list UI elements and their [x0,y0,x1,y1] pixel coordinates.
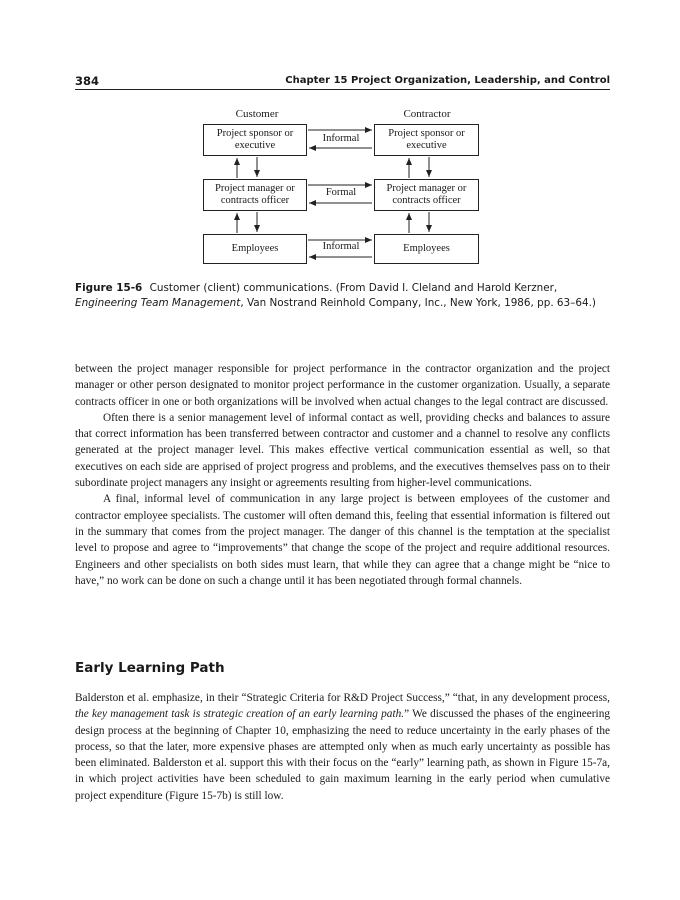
diagram-arrows [0,0,680,270]
formal-label: Formal [325,187,357,198]
chapter-title: Chapter 15 Project Organization, Leadership, and Control [285,75,610,86]
informal-top-label: Informal [322,133,360,144]
caption-publisher: , Van Nostrand Reinhold Company, Inc., New York, 1986, pp. 63–64.) [240,296,596,309]
contractor-sponsor-text: Project sponsor or executive [388,128,465,151]
paragraph-4 [75,690,610,804]
customer-column-label: Customer [235,108,279,120]
figure-caption [75,281,610,310]
customer-employees-text: Employees [231,243,279,254]
paragraph-4-end: ” We discussed the phases of the engineering design process at the beginning of Chapter 10, emphasizing the need to reduce uncertainty in the early phases of the process, so that the later, more expensive phases are attempted only when as much early uncertainty as possible has been eliminated. Balderston et al. support this with their focus on the “early” learning path, as shown in Figure 15-7a, in which project activities have been scheduled to gain maximum learning in the early period when cumulative project expenditure (Figure 15-7b) is still low. [75,708,610,802]
communications-diagram [0,0,680,270]
contractor-manager-text: Project manager or contracts officer [386,183,467,206]
caption-label: Figure 15-6 [75,282,143,294]
paragraph-4-italic: the key management task is strategic creation of an early learning path. [75,708,405,721]
body-upper [75,361,610,589]
customer-manager-text: Project manager or contracts officer [215,183,295,206]
caption-text: Customer (client) communications. (From David I. Cleland and Harold Kerzner, [149,282,558,294]
paragraph-3: A final, informal level of communication in any large project is between employees of the customer and contractor employee specialists. The customer will often demand this, feeling that essential information is filtered out in the summary that comes from the project manager. The danger of this channel is the temptation at the specialist level to propose and agree to “improvements” that change the scope of the project and require additional resources. Engineers and other specialists on both sides must learn, that while they can agree that a change might be “nice to have,” no work can be done on such a change until it has been negotiated through formal channels. [75,493,610,587]
paragraph-4-start: Balderston et al. emphasize, in their “Strategic Criteria for R&D Project Success,” “that, in any development process, [75,692,610,704]
caption-book-title: Engineering Team Management [75,296,241,309]
paragraph-1: between the project manager responsible for project performance in the contractor organization and the project manager or other person designated to monitor project performance in the customer organization. Usually, a separate contracts officer in one or both organizations will be involved when actual changes to the legal contract are discussed. [75,363,610,408]
customer-sponsor-text: Project sponsor or executive [216,128,294,151]
contractor-employees-text: Employees [403,243,450,254]
paragraph-2: Often there is a senior management level of informal contact as well, providing checks and balances to assure that correct information has been transferred between contractor and customer and a channel to resolve any conflicts generated at the project manager level. This makes effective vertical communication essential as well, so that executives on each side are apprised of project progress and problems, and the executives themselves pass on to their subordinate project managers any insight or agreements resulting from higher-level communications. [75,411,610,490]
page-number: 384 [75,74,100,88]
informal-bottom-label: Informal [322,241,360,252]
section-heading: Early Learning Path [75,660,225,676]
contractor-column-label: Contractor [403,108,451,120]
body-lower [75,690,610,804]
